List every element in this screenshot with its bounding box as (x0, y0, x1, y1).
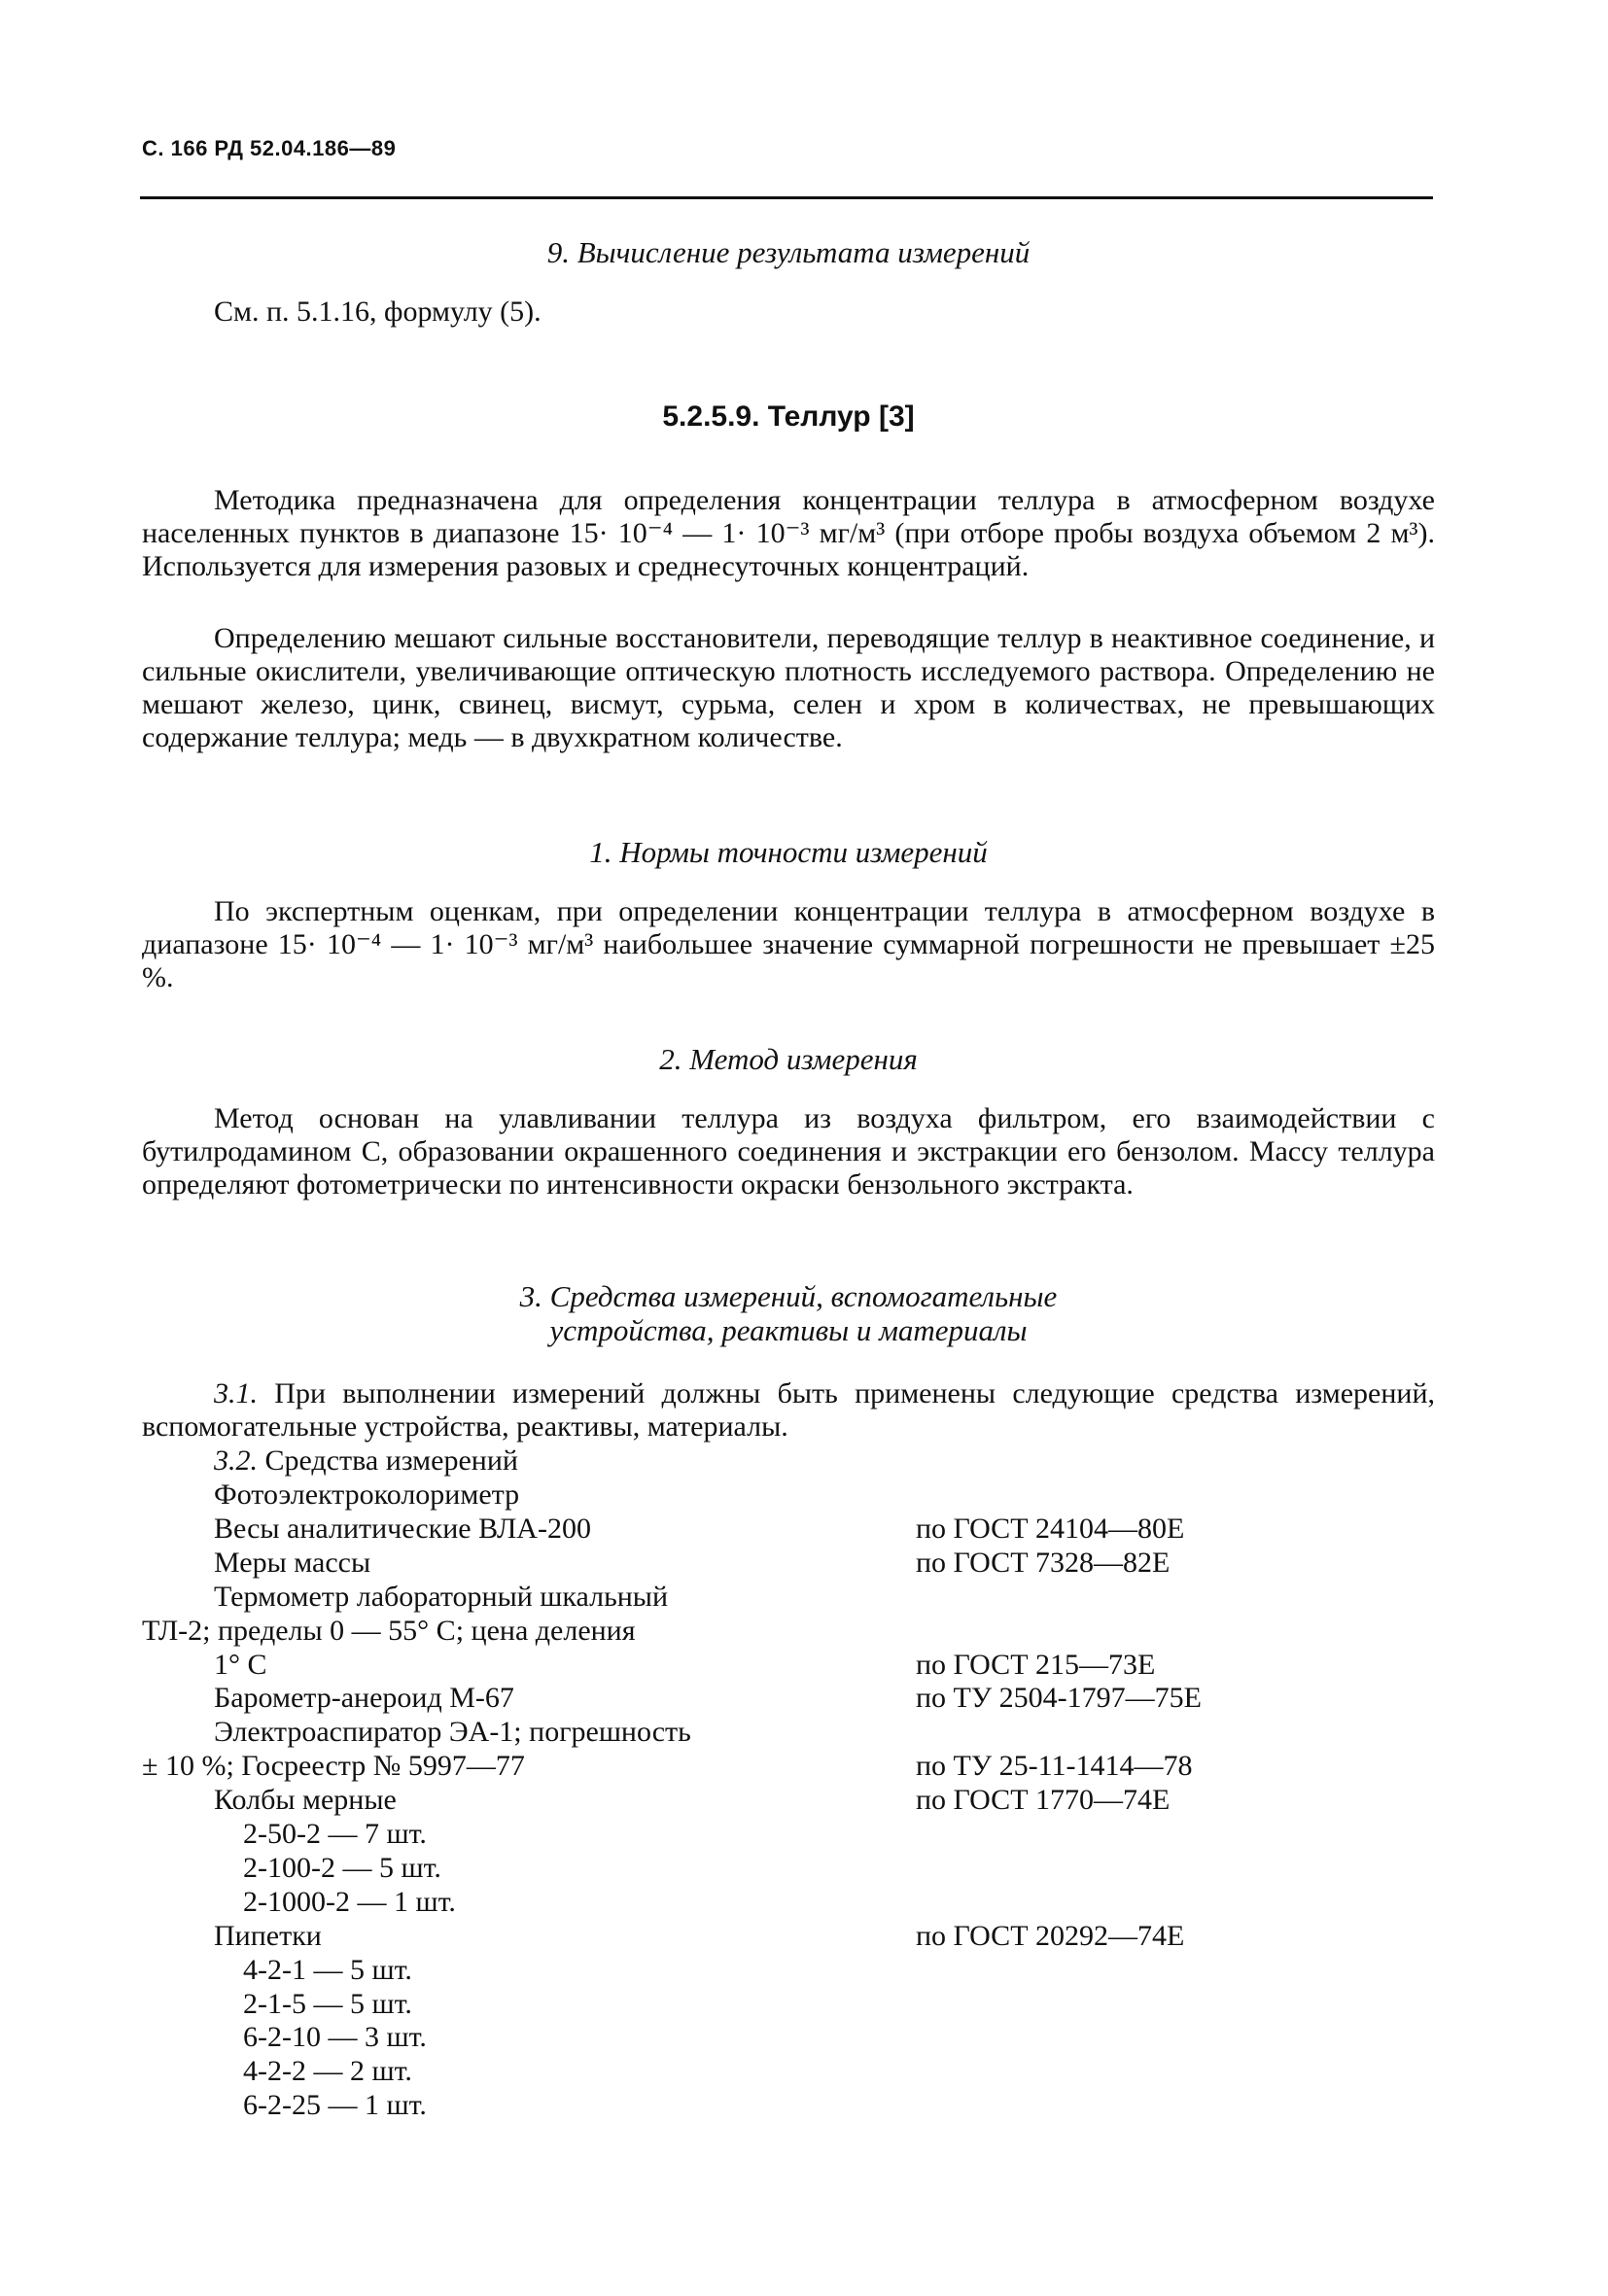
equipment-name: 6-2-10 — 3 шт. (243, 2021, 427, 2054)
equipment-row (0, 1852, 1608, 1885)
section-3-heading-line-1: 3. Средства измерений, вспомогательные (519, 1279, 1058, 1313)
equipment-name: Колбы мерные (214, 1784, 397, 1817)
equipment-standard: по ТУ 2504-1797—75Е (916, 1682, 1202, 1715)
equipment-standard: по ГОСТ 7328—82Е (916, 1546, 1171, 1579)
section-2-heading: 2. Метод измерения (659, 1042, 918, 1076)
equipment-name: Меры массы (214, 1546, 371, 1579)
paragraph-3-2 (142, 1444, 1435, 1478)
section-1-heading: 1. Нормы точности измерений (589, 835, 988, 869)
header-rule (140, 196, 1433, 199)
section-1-paragraph (142, 895, 1435, 994)
section-9-heading: 9. Вычисление результата измерений (546, 235, 1031, 269)
equipment-row (0, 2021, 1608, 2054)
section-5259-heading: 5.2.5.9. Теллур [3] (662, 400, 915, 433)
equipment-row (0, 1478, 1608, 1512)
equipment-row (0, 1649, 1608, 1682)
section-3-heading-line-2: устройства, реактивы и материалы (549, 1313, 1028, 1347)
equipment-name: ТЛ-2; пределы 0 — 55° С; цена деления (142, 1614, 636, 1647)
paragraph-3-2-text: Средства измерений (264, 1444, 518, 1477)
equipment-row (0, 1886, 1608, 1919)
equipment-standard: по ГОСТ 24104—80Е (916, 1512, 1185, 1545)
equipment-name: 4-2-1 — 5 шт. (243, 1953, 412, 1986)
equipment-row (0, 1513, 1608, 1546)
intro-paragraph-1 (142, 484, 1435, 583)
equipment-row (0, 1716, 1608, 1749)
page-header: С. 166 РД 52.04.186—89 (142, 136, 397, 160)
paragraph-3-1-label: 3.1. (214, 1377, 258, 1409)
equipment-name: 2-1000-2 — 1 шт. (243, 1885, 456, 1918)
equipment-row (0, 1615, 1608, 1648)
section-9-text-content: См. п. 5.1.16, формулу (5). (214, 296, 542, 328)
equipment-name: 2-50-2 — 7 шт. (243, 1818, 427, 1850)
equipment-name: Пипетки (214, 1919, 322, 1952)
equipment-name: 6-2-25 — 1 шт. (243, 2089, 427, 2122)
equipment-name: Фотоэлектроколориметр (214, 1478, 520, 1511)
equipment-row (0, 1954, 1608, 1987)
equipment-name: ± 10 %; Госреестр № 5997—77 (142, 1750, 525, 1783)
equipment-row (0, 1750, 1608, 1783)
equipment-standard: по ГОСТ 215—73Е (916, 1648, 1156, 1681)
equipment-name: 2-100-2 — 5 шт. (243, 1851, 441, 1884)
equipment-name: Весы аналитические ВЛА-200 (214, 1512, 591, 1545)
equipment-standard: по ГОСТ 1770—74Е (916, 1784, 1171, 1817)
paragraph-3-1 (142, 1377, 1435, 1444)
equipment-name: Термометр лабораторный шкальный (214, 1580, 669, 1613)
equipment-standard: по ГОСТ 20292—74Е (916, 1919, 1185, 1952)
section-2-paragraph-text: Метод основан на улавливании теллура из воздуха фильтром, его взаимодействии с бутилродамином С, образовании окрашенного соединения и экстракции его бензолом. Массу теллура определяют фотометрически по интенсивности окраски бензольного экстракта. (142, 1102, 1435, 1200)
section-2-paragraph (142, 1102, 1435, 1201)
section-1-paragraph-text: По экспертным оценкам, при определении концентрации теллура в атмосферном воздухе в диапазоне 15· 10⁻⁴ — 1· 10⁻³ мг/м³ наибольшее значение суммарной погрешности не превышает ±25 %. (142, 895, 1435, 993)
equipment-row (0, 1920, 1608, 1953)
equipment-name: Барометр-анероид М-67 (214, 1682, 514, 1715)
equipment-standard: по ТУ 25-11-1414—78 (916, 1750, 1193, 1783)
intro-paragraph-2 (142, 622, 1435, 754)
intro-paragraph-2-text: Определению мешают сильные восстановители, переводящие теллур в неактивное соединение, и сильные окислители, увеличивающие оптическую плотность исследуемого раствора. Определению не мешают железо, цинк, свинец, висмут, сурьма, селен и хром в количествах, не превышающих содержание теллура; медь — в двухкратном количестве. (142, 622, 1435, 753)
equipment-name: 1° С (214, 1648, 267, 1681)
equipment-name: 4-2-2 — 2 шт. (243, 2055, 412, 2088)
equipment-name: Электроаспиратор ЭА-1; погрешность (214, 1716, 691, 1749)
section-9-text (142, 296, 1435, 329)
equipment-row (0, 1581, 1608, 1614)
intro-paragraph-1-text: Методика предназначена для определения концентрации теллура в атмосферном воздухе населенных пунктов в диапазоне 15· 10⁻⁴ — 1· 10⁻³ мг/м³ (при отборе пробы воздуха объемом 2 м³). Используется для измерения разовых и среднесуточных концентраций. (142, 484, 1435, 582)
equipment-row (0, 1547, 1608, 1580)
equipment-row (0, 1818, 1608, 1851)
paragraph-3-1-text: При выполнении измерений должны быть применены следующие средства измерений, вспомогательные устройства, реактивы, материалы. (142, 1377, 1436, 1443)
equipment-row (0, 2089, 1608, 2122)
equipment-name: 2-1-5 — 5 шт. (243, 1987, 412, 2020)
equipment-row (0, 1784, 1608, 1817)
paragraph-3-2-label: 3.2. (214, 1444, 258, 1477)
equipment-row (0, 1682, 1608, 1715)
equipment-row (0, 2055, 1608, 2088)
equipment-row (0, 1988, 1608, 2021)
